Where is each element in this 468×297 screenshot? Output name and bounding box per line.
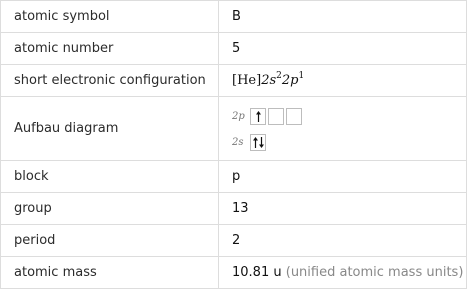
row-value-period: 2: [219, 225, 467, 257]
orbital-box: [268, 108, 284, 125]
config-p-shell: 2p: [281, 73, 299, 88]
row-label-aufbau: Aufbau diagram: [1, 97, 219, 161]
orbital-box: [250, 134, 266, 151]
orbital-row-2s: [232, 134, 466, 151]
table-row: [1, 225, 467, 257]
row-label-electron-config: short electronic configuration: [1, 65, 219, 97]
row-value-atomic-mass: [219, 257, 467, 289]
row-label-block: block: [1, 161, 219, 193]
atomic-mass-number: 10.81: [232, 265, 270, 280]
config-core: [He]: [232, 73, 262, 88]
config-s-shell: 2s: [261, 73, 277, 88]
table-row: [1, 97, 467, 161]
table-row: [1, 33, 467, 65]
row-label-atomic-number: atomic number: [1, 33, 219, 65]
row-value-group: 13: [219, 193, 467, 225]
orbital-row-2p: [232, 108, 466, 125]
orbital-box: [286, 108, 302, 125]
spin-up-arrow-icon: [253, 137, 258, 148]
orbital-box: [250, 108, 266, 125]
table-row: [1, 257, 467, 289]
orbital-label-2s: 2s: [232, 137, 244, 148]
spin-up-arrow-icon: [256, 111, 261, 122]
spin-down-arrow-icon: [259, 137, 264, 148]
aufbau-diagram: [219, 97, 467, 161]
row-label-group: group: [1, 193, 219, 225]
row-label-atomic-mass: atomic mass: [1, 257, 219, 289]
row-value-electron-config: [219, 65, 467, 97]
config-p-exponent: 1: [298, 70, 305, 81]
atomic-mass-unit: u: [273, 265, 282, 280]
table-row: [1, 193, 467, 225]
config-s-exponent: 2: [276, 70, 282, 81]
orbital-label-2p: 2p: [232, 111, 245, 122]
atomic-mass-unit-description: (unified atomic mass units): [285, 265, 464, 280]
table-row: [1, 65, 467, 97]
table-row: [1, 1, 467, 33]
row-label-atomic-symbol: atomic symbol: [1, 1, 219, 33]
row-value-atomic-number: 5: [219, 33, 467, 65]
row-label-period: period: [1, 225, 219, 257]
row-value-atomic-symbol: B: [219, 1, 467, 33]
row-value-block: p: [219, 161, 467, 193]
table-row: [1, 161, 467, 193]
